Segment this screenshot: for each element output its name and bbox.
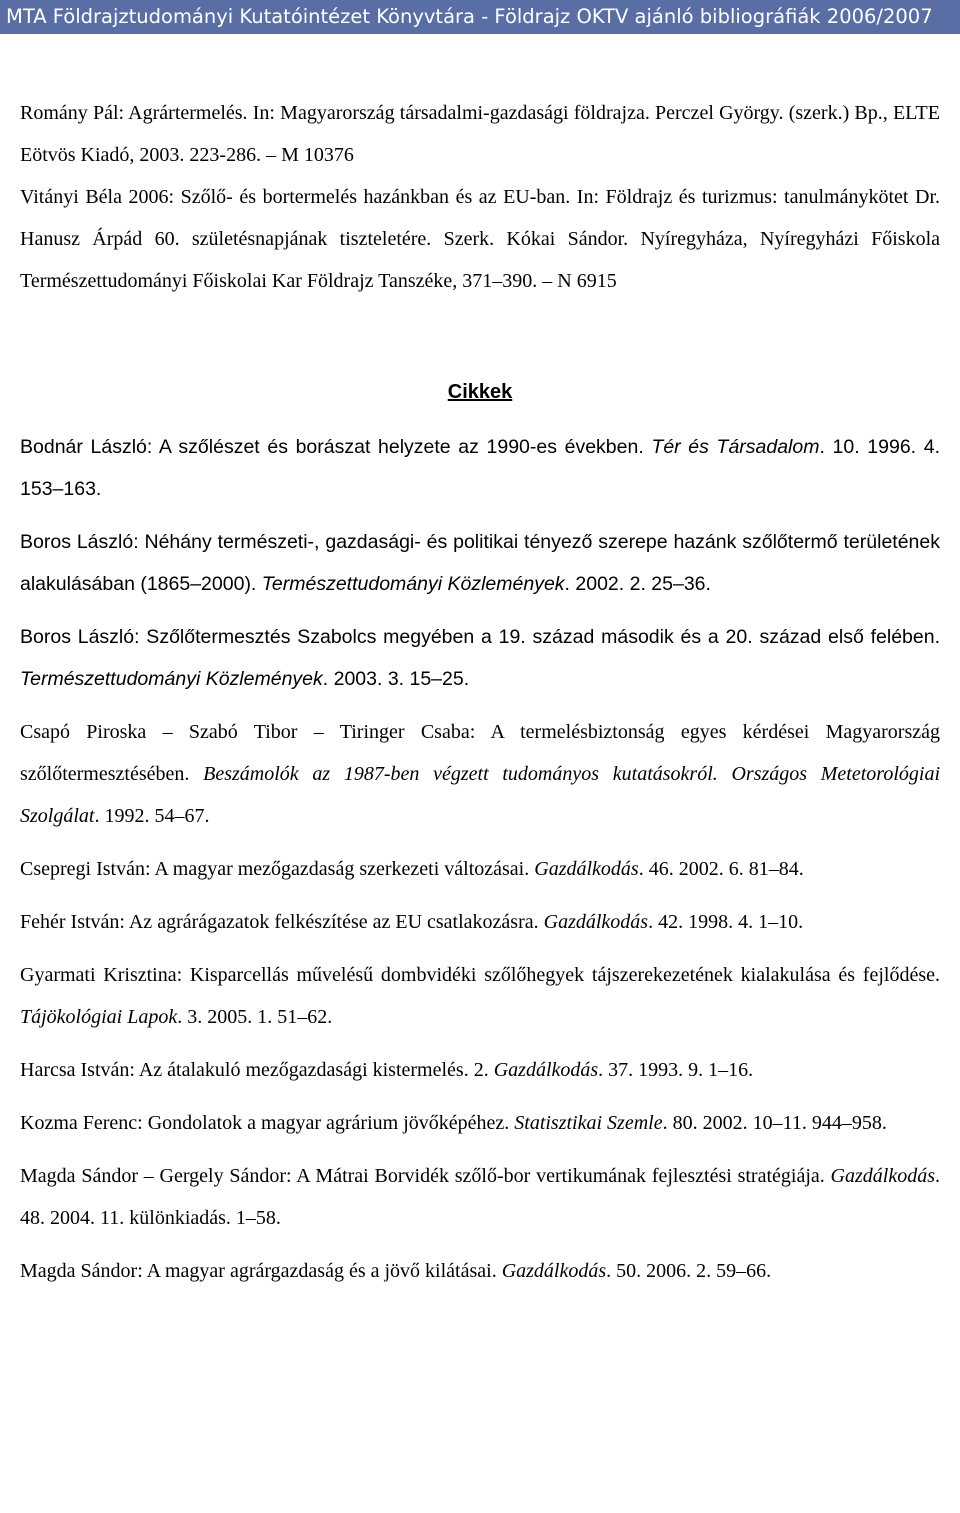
article-entry — [20, 1049, 940, 1091]
article-entry — [20, 954, 940, 1038]
article-details: . 46. 2002. 6. 81–84. — [638, 858, 804, 880]
article-journal: Természettudományi Közlemények — [261, 573, 565, 595]
article-author-title: Harcsa István: Az átalakuló mezőgazdasági kistermelés. 2. — [20, 1059, 494, 1081]
article-entry — [20, 848, 940, 890]
article-details: . 42. 1998. 4. 1–10. — [648, 911, 804, 933]
article-author-title: Boros László: Szőlőtermesztés Szabolcs megyében a 19. század második és a 20. század első felében. — [20, 626, 940, 648]
article-journal: Tájökológiai Lapok — [20, 1006, 178, 1028]
article-entry — [20, 711, 940, 837]
article-author-title: Magda Sándor – Gergely Sándor: A Mátrai Borvidék szőlő-bor vertikumának fejlesztési stratégiája. — [20, 1165, 831, 1187]
article-details: . 3. 2005. 1. 51–62. — [177, 1006, 333, 1028]
article-entry — [20, 1155, 940, 1239]
page-header-banner: MTA Földrajztudományi Kutatóintézet Könyvtára - Földrajz OKTV ajánló bibliográfiák 2006/2007 — [0, 0, 960, 34]
article-author-title: Fehér István: Az agrárágazatok felkészítése az EU csatlakozásra. — [20, 911, 544, 933]
article-entry — [20, 1102, 940, 1144]
article-entry — [20, 521, 940, 605]
article-details: . 48. 2004. 11. különkiadás. 1–58. — [20, 1165, 940, 1229]
article-author-title: Magda Sándor: A magyar agrárgazdaság és a jövő kilátásai. — [20, 1260, 502, 1282]
article-author-title: Csapó Piroska – Szabó Tibor – Tiringer Csaba: A termelésbiztonság egyes kérdései Magyarország szőlőtermesztésében. — [20, 721, 940, 785]
article-journal: Statisztikai Szemle — [514, 1112, 663, 1134]
article-details: . 1992. 54–67. — [94, 805, 210, 827]
article-details: . 2002. 2. 25–36. — [564, 573, 711, 595]
article-author-title: Gyarmati Krisztina: Kisparcellás művelésű dombvidéki szőlőhegyek tájszerekezetének kialakulása és fejlődése. — [20, 964, 940, 986]
book-entry: Vitányi Béla 2006: Szőlő- és bortermelés hazánkban és az EU-ban. In: Földrajz és turizmus: tanulmánykötet Dr. Hanusz Árpád 60. születésnapjának tiszteletére. Szerk. Kókai Sándor. Nyíregyháza, Nyíregyházi Főiskola Természettudományi Főiskolai Kar Földrajz Tanszéke, 371–390. – N 6915 — [20, 186, 940, 292]
article-journal: Gazdálkodás — [501, 1260, 607, 1282]
article-journal: Gazdálkodás — [543, 911, 649, 933]
article-author-title: Csepregi István: A magyar mezőgazdaság szerkezeti változásai. — [20, 858, 535, 880]
bibliography-page — [20, 92, 940, 1292]
article-author-title: Kozma Ferenc: Gondolatok a magyar agrárium jövőképéhez. — [20, 1112, 515, 1134]
article-details: . 80. 2002. 10–11. 944–958. — [662, 1112, 887, 1134]
article-details: . 37. 1993. 9. 1–16. — [598, 1059, 754, 1081]
article-author-title: Boros László: Néhány természeti-, gazdasági- és politikai tényező szerepe hazánk szőlőtermő területének alakulásában (1865–2000). — [20, 531, 940, 595]
section-heading: Cikkek — [447, 381, 513, 403]
article-author-title: Bodnár László: A szőlészet és borászat helyzete az 1990-es években. — [20, 436, 652, 458]
article-journal: Gazdálkodás — [534, 858, 639, 880]
article-journal: Beszámolók az 1987-ben végzett tudományos kutatásokról. Országos Metetorológiai Szolgálat — [20, 763, 941, 827]
article-journal: Természettudományi Közlemények — [20, 668, 323, 690]
article-entry — [20, 616, 940, 700]
article-entry — [20, 426, 940, 510]
article-details: . 2003. 3. 15–25. — [322, 668, 470, 690]
article-journal: Gazdálkodás — [493, 1059, 599, 1081]
article-details: . 50. 2006. 2. 59–66. — [606, 1260, 772, 1282]
article-entry — [20, 901, 940, 943]
article-journal: Gazdálkodás — [830, 1165, 935, 1187]
article-entry — [20, 1250, 940, 1292]
book-entry: Romány Pál: Agrártermelés. In: Magyarország társadalmi-gazdasági földrajza. Perczel György. (szerk.) Bp., ELTE Eötvös Kiadó, 2003. 223-286. – M 10376 — [20, 102, 940, 166]
article-details: . 10. 1996. 4. 153–163. — [20, 436, 940, 500]
article-journal: Tér és Társadalom — [651, 436, 820, 458]
